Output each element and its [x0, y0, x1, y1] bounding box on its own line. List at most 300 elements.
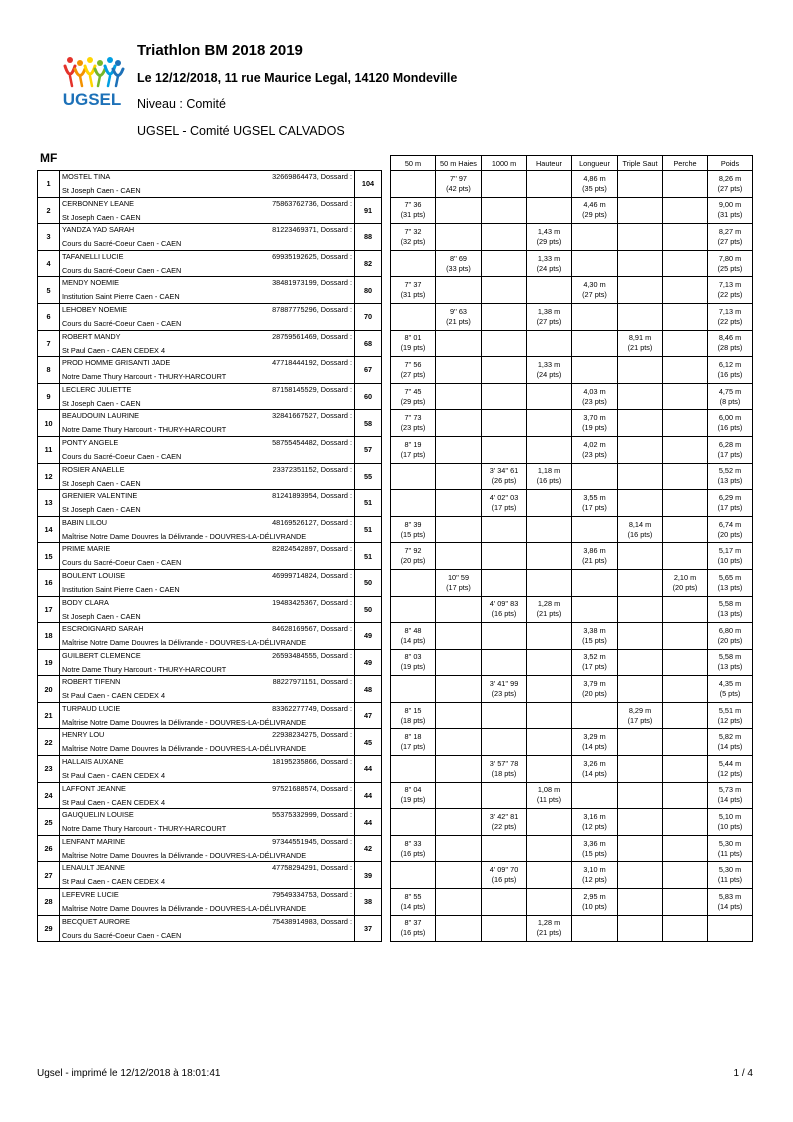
- result-value: 7'' 97: [450, 173, 467, 183]
- result-value: 1,33 m: [537, 253, 561, 263]
- result-value: 4,30 m: [583, 280, 606, 290]
- total-points: 57: [355, 436, 382, 463]
- athlete-dossard: 97521688574, Dossard :: [272, 783, 352, 793]
- event-result-empty: [663, 277, 708, 304]
- result-value: 1,18 m: [537, 466, 561, 476]
- competition-level: Niveau : Comité: [137, 97, 226, 111]
- athlete-dossard: 55375332999, Dossard :: [272, 810, 352, 820]
- total-points: 67: [355, 357, 382, 384]
- table-row: [38, 383, 753, 410]
- event-result-cell: [708, 809, 753, 836]
- event-result-cell: [708, 676, 753, 703]
- event-result-cell: [572, 171, 618, 198]
- event-result-empty: [527, 835, 572, 862]
- result-value: 3,26 m: [583, 758, 606, 768]
- event-result-empty: [436, 702, 482, 729]
- result-points: (22 pts): [717, 290, 743, 300]
- athlete-name: LAFFONT JEANNE: [62, 783, 126, 793]
- event-result-empty: [618, 569, 663, 596]
- event-result-empty: [436, 649, 482, 676]
- logo-figure-body: [113, 69, 123, 76]
- event-result-cell: [391, 623, 436, 650]
- result-points: (17 pts): [400, 449, 426, 459]
- athlete-cell: [60, 516, 355, 543]
- result-points: (15 pts): [400, 529, 426, 539]
- committee-name: UGSEL - Comité UGSEL CALVADOS: [137, 124, 345, 138]
- table-row: [38, 835, 753, 862]
- event-result-cell: [708, 436, 753, 463]
- table-header-row: [38, 156, 753, 171]
- athlete-cell: [60, 569, 355, 596]
- total-points: 42: [355, 835, 382, 862]
- rank-cell: 2: [38, 197, 60, 224]
- result-points: (28 pts): [717, 343, 743, 353]
- event-result-empty: [618, 197, 663, 224]
- athlete-name: GUILBERT CLEMENCE: [62, 650, 141, 660]
- result-value: 8'' 18: [404, 732, 422, 742]
- event-result-empty: [663, 915, 708, 942]
- event-result-empty: [482, 330, 527, 357]
- event-result-empty: [663, 224, 708, 251]
- event-result-cell: [708, 171, 753, 198]
- athlete-cell: [60, 250, 355, 277]
- athlete-cell: [60, 490, 355, 517]
- logo-figure-body: [65, 66, 75, 74]
- result-points: (23 pts): [582, 449, 607, 459]
- column-gap: [382, 782, 391, 809]
- results-table: [37, 155, 753, 942]
- total-points: 39: [355, 862, 382, 889]
- logo-figure-body: [85, 66, 95, 74]
- table-row: [38, 543, 753, 570]
- event-result-cell: [572, 277, 618, 304]
- event-result-cell: [572, 410, 618, 437]
- event-result-empty: [618, 649, 663, 676]
- athlete-school: St Joseph Caen - CAEN: [62, 478, 141, 488]
- table-row: [38, 862, 753, 889]
- athlete-name: YANDZA YAD SARAH: [62, 225, 135, 235]
- event-result-empty: [618, 463, 663, 490]
- rank-cell: 23: [38, 756, 60, 783]
- table-row: [38, 569, 753, 596]
- event-result-empty: [527, 330, 572, 357]
- event-result-cell: [527, 303, 572, 330]
- result-value: 8'' 48: [404, 625, 422, 635]
- total-points: 50: [355, 569, 382, 596]
- athlete-name: CERBONNEY LEANE: [62, 198, 135, 208]
- rank-cell: 6: [38, 303, 60, 330]
- athlete-cell: [60, 543, 355, 570]
- event-result-empty: [618, 782, 663, 809]
- event-result-empty: [618, 889, 663, 916]
- total-points: 88: [355, 224, 382, 251]
- event-result-empty: [618, 277, 663, 304]
- event-result-cell: [708, 569, 753, 596]
- table-row: [38, 702, 753, 729]
- athlete-name: LEHOBEY NOEMIE: [62, 304, 128, 314]
- event-result-empty: [482, 543, 527, 570]
- result-points: (15 pts): [582, 848, 607, 858]
- athlete-dossard: 58755454482, Dossard :: [272, 437, 352, 447]
- athlete-dossard: 38481973199, Dossard :: [272, 278, 352, 288]
- result-points: (42 pts): [446, 183, 471, 193]
- total-points: 37: [355, 915, 382, 942]
- event-result-empty: [663, 862, 708, 889]
- result-value: 1,28 m: [537, 918, 561, 928]
- athlete-cell: [60, 729, 355, 756]
- event-result-empty: [482, 436, 527, 463]
- event-result-empty: [663, 835, 708, 862]
- total-points: 50: [355, 596, 382, 623]
- athlete-cell: [60, 676, 355, 703]
- print-footer: Ugsel - imprimé le 12/12/2018 à 18:01:41: [37, 1068, 221, 1079]
- result-value: 5,52 m: [718, 466, 742, 476]
- result-points: (29 pts): [536, 236, 562, 246]
- result-value: 4,75 m: [718, 386, 742, 396]
- event-result-empty: [527, 543, 572, 570]
- athlete-name: BECQUET AURORE: [62, 916, 130, 926]
- column-gap: [382, 862, 391, 889]
- event-result-empty: [572, 224, 618, 251]
- result-value: 8'' 19: [404, 439, 422, 449]
- event-result-cell: [482, 676, 527, 703]
- result-value: 7'' 92: [404, 546, 422, 556]
- result-points: (12 pts): [582, 822, 607, 832]
- event-result-empty: [436, 782, 482, 809]
- result-points: (20 pts): [672, 582, 698, 592]
- column-gap: [382, 516, 391, 543]
- result-points: (13 pts): [717, 582, 743, 592]
- result-value: 4' 02'' 03: [489, 492, 519, 502]
- table-row: [38, 277, 753, 304]
- rank-cell: 15: [38, 543, 60, 570]
- result-points: (31 pts): [400, 210, 426, 220]
- event-result-empty: [527, 649, 572, 676]
- total-points: 44: [355, 782, 382, 809]
- logo-figure-body: [95, 69, 105, 76]
- result-points: (10 pts): [582, 901, 607, 911]
- event-result-empty: [618, 303, 663, 330]
- event-result-cell: [527, 357, 572, 384]
- total-points: 91: [355, 197, 382, 224]
- event-result-empty: [663, 250, 708, 277]
- result-value: 3,52 m: [583, 652, 606, 662]
- result-points: (17 pts): [446, 582, 471, 592]
- result-points: (20 pts): [717, 635, 743, 645]
- athlete-dossard: 83362277749, Dossard :: [272, 703, 352, 713]
- athlete-name: LEFEVRE LUCIE: [62, 890, 119, 900]
- athlete-dossard: 18195235866, Dossard :: [272, 757, 352, 767]
- result-points: (29 pts): [400, 396, 426, 406]
- result-value: 4,46 m: [583, 200, 606, 210]
- rank-cell: 26: [38, 835, 60, 862]
- event-result-cell: [572, 543, 618, 570]
- event-result-empty: [572, 702, 618, 729]
- event-result-cell: [572, 676, 618, 703]
- result-points: (13 pts): [717, 476, 743, 486]
- result-points: (14 pts): [717, 795, 743, 805]
- event-result-cell: [708, 224, 753, 251]
- result-points: (16 pts): [536, 476, 562, 486]
- event-result-empty: [527, 862, 572, 889]
- total-points: 48: [355, 676, 382, 703]
- event-result-cell: [391, 330, 436, 357]
- result-points: (5 pts): [719, 689, 741, 699]
- total-points: 104: [355, 171, 382, 198]
- event-result-cell: [618, 330, 663, 357]
- event-result-empty: [618, 809, 663, 836]
- result-value: 7'' 37: [404, 280, 422, 290]
- athlete-name: TAFANELLI LUCIE: [62, 251, 124, 261]
- event-result-empty: [527, 277, 572, 304]
- result-value: 3' 57'' 78: [489, 758, 519, 768]
- header-spacer: [60, 156, 355, 171]
- athlete-cell: [60, 649, 355, 676]
- table-row: [38, 516, 753, 543]
- event-result-empty: [482, 623, 527, 650]
- header-perche: Perche: [663, 156, 708, 171]
- event-result-cell: [391, 436, 436, 463]
- event-result-empty: [572, 463, 618, 490]
- result-value: 6,74 m: [718, 519, 742, 529]
- athlete-dossard: 82824542897, Dossard :: [272, 544, 352, 554]
- event-result-empty: [618, 543, 663, 570]
- athlete-school: St Paul Caen - CAEN CEDEX 4: [62, 797, 166, 807]
- rank-cell: 11: [38, 436, 60, 463]
- event-result-empty: [436, 383, 482, 410]
- result-value: 3,79 m: [583, 679, 606, 689]
- column-gap: [382, 250, 391, 277]
- event-result-cell: [572, 756, 618, 783]
- result-value: 10'' 59: [447, 572, 470, 582]
- table-row: [38, 303, 753, 330]
- event-result-empty: [482, 702, 527, 729]
- event-result-empty: [527, 490, 572, 517]
- event-result-empty: [527, 623, 572, 650]
- result-value: 8,29 m: [628, 705, 652, 715]
- rank-cell: 19: [38, 649, 60, 676]
- result-points: (26 pts): [491, 476, 517, 486]
- event-result-empty: [663, 436, 708, 463]
- result-value: 9,00 m: [718, 200, 742, 210]
- event-result-empty: [482, 303, 527, 330]
- column-gap: [382, 490, 391, 517]
- result-value: 8'' 04: [404, 785, 422, 795]
- event-result-empty: [482, 569, 527, 596]
- athlete-name: TURPAUD LUCIE: [62, 703, 121, 713]
- result-value: 8'' 03: [404, 652, 422, 662]
- rank-cell: 27: [38, 862, 60, 889]
- athlete-school: Institution Saint Pierre Caen - CAEN: [62, 584, 180, 594]
- result-value: 5,58 m: [718, 652, 742, 662]
- athlete-dossard: 32669864473, Dossard :: [272, 172, 352, 181]
- result-value: 5,73 m: [718, 785, 742, 795]
- event-result-cell: [572, 889, 618, 916]
- athlete-school: St Joseph Caen - CAEN: [62, 186, 141, 195]
- athlete-cell: [60, 197, 355, 224]
- results-body: [38, 171, 753, 942]
- table-row: [38, 410, 753, 437]
- event-result-cell: [708, 250, 753, 277]
- event-result-empty: [663, 490, 708, 517]
- event-result-empty: [527, 516, 572, 543]
- result-points: (31 pts): [400, 290, 426, 300]
- event-result-empty: [391, 596, 436, 623]
- event-result-cell: [527, 250, 572, 277]
- event-result-empty: [618, 862, 663, 889]
- event-location: Le 12/12/2018, 11 rue Maurice Legal, 14120 Mondeville: [137, 71, 458, 85]
- result-value: 1,28 m: [537, 599, 561, 609]
- result-value: 3,16 m: [583, 812, 606, 822]
- athlete-name: BEAUDOUIN LAURINE: [62, 411, 140, 421]
- rank-cell: 3: [38, 224, 60, 251]
- ugsel-logo: [58, 52, 126, 110]
- rank-cell: 29: [38, 915, 60, 942]
- athlete-cell: [60, 756, 355, 783]
- event-result-empty: [527, 436, 572, 463]
- event-result-empty: [618, 436, 663, 463]
- event-result-cell: [391, 197, 436, 224]
- athlete-name: ROBERT TIFENN: [62, 677, 121, 687]
- page-title: Triathlon BM 2018 2019: [137, 42, 303, 59]
- event-result-cell: [708, 197, 753, 224]
- event-result-cell: [482, 490, 527, 517]
- athlete-school: Maîtrise Notre Dame Douvres la Délivrande - DOUVRES-LA-DÉLIVRANDE: [62, 638, 307, 648]
- event-result-empty: [482, 915, 527, 942]
- athlete-school: Maîtrise Notre Dame Douvres la Délivrande - DOUVRES-LA-DÉLIVRANDE: [62, 850, 307, 860]
- rank-cell: 18: [38, 623, 60, 650]
- athlete-school: St Joseph Caen - CAEN: [62, 212, 141, 222]
- result-value: 8,46 m: [718, 333, 742, 343]
- result-points: (22 pts): [491, 822, 517, 832]
- event-result-empty: [527, 756, 572, 783]
- event-result-empty: [482, 649, 527, 676]
- result-value: 8,26 m: [718, 173, 742, 183]
- result-points: (16 pts): [491, 875, 517, 885]
- athlete-name: MOSTEL TINA: [62, 172, 111, 181]
- result-points: (20 pts): [582, 689, 607, 699]
- event-result-empty: [436, 224, 482, 251]
- event-result-empty: [391, 303, 436, 330]
- event-result-empty: [663, 171, 708, 198]
- event-result-empty: [391, 171, 436, 198]
- result-points: (11 pts): [536, 795, 562, 805]
- result-points: (17 pts): [582, 662, 607, 672]
- event-result-cell: [391, 357, 436, 384]
- table-row: [38, 649, 753, 676]
- athlete-dossard: 69935192625, Dossard :: [272, 251, 352, 261]
- athlete-school: Notre Dame Thury Harcourt - THURY-HARCOURT: [62, 824, 227, 834]
- event-result-empty: [527, 809, 572, 836]
- event-result-empty: [436, 729, 482, 756]
- athlete-name: PRIME MARIE: [62, 544, 111, 554]
- table-row: [38, 623, 753, 650]
- athlete-cell: [60, 809, 355, 836]
- athlete-school: St Paul Caen - CAEN CEDEX 4: [62, 771, 166, 781]
- event-result-empty: [663, 303, 708, 330]
- logo-figure-leg: [98, 76, 100, 86]
- athlete-cell: [60, 436, 355, 463]
- total-points: 44: [355, 809, 382, 836]
- event-result-cell: [618, 702, 663, 729]
- result-value: 5,51 m: [718, 705, 742, 715]
- result-points: (14 pts): [717, 901, 743, 911]
- event-result-empty: [572, 250, 618, 277]
- event-result-cell: [708, 383, 753, 410]
- event-result-empty: [436, 543, 482, 570]
- event-result-empty: [572, 569, 618, 596]
- event-result-empty: [663, 782, 708, 809]
- result-points: (23 pts): [400, 423, 426, 433]
- athlete-cell: [60, 303, 355, 330]
- table-row: [38, 676, 753, 703]
- header-50m-haies: 50 m Haies: [436, 156, 482, 171]
- event-result-empty: [572, 303, 618, 330]
- result-value: 4,35 m: [718, 679, 742, 689]
- table-row: [38, 250, 753, 277]
- column-gap: [382, 676, 391, 703]
- event-result-cell: [708, 277, 753, 304]
- event-result-cell: [527, 782, 572, 809]
- event-result-empty: [482, 835, 527, 862]
- event-result-cell: [482, 463, 527, 490]
- rank-cell: 5: [38, 277, 60, 304]
- athlete-school: St Paul Caen - CAEN CEDEX 4: [62, 877, 166, 887]
- logo-figure-head: [87, 57, 93, 63]
- athlete-cell: [60, 277, 355, 304]
- event-result-cell: [708, 303, 753, 330]
- event-result-empty: [663, 809, 708, 836]
- result-points: (17 pts): [491, 502, 517, 512]
- event-result-empty: [436, 197, 482, 224]
- athlete-school: Cours du Sacré-Coeur Caen - CAEN: [62, 239, 182, 249]
- result-points: (24 pts): [536, 263, 562, 273]
- event-result-empty: [482, 410, 527, 437]
- event-result-empty: [663, 516, 708, 543]
- event-result-empty: [618, 357, 663, 384]
- event-result-cell: [436, 171, 482, 198]
- event-result-empty: [482, 224, 527, 251]
- event-result-empty: [572, 782, 618, 809]
- result-points: (19 pts): [582, 423, 607, 433]
- logo-figure-head: [77, 60, 83, 66]
- event-result-empty: [663, 702, 708, 729]
- result-value: 2,10 m: [673, 572, 697, 582]
- result-points: (10 pts): [717, 822, 743, 832]
- result-value: 6,12 m: [718, 359, 742, 369]
- event-result-empty: [482, 171, 527, 198]
- result-value: 3,10 m: [583, 865, 606, 875]
- athlete-school: St Joseph Caen - CAEN: [62, 398, 141, 408]
- event-result-empty: [708, 915, 753, 942]
- result-value: 3,38 m: [583, 625, 606, 635]
- result-points: (13 pts): [717, 662, 743, 672]
- result-value: 8'' 15: [404, 705, 422, 715]
- event-result-cell: [708, 702, 753, 729]
- athlete-dossard: 28759561469, Dossard :: [272, 331, 352, 341]
- athlete-dossard: 87158145529, Dossard :: [272, 384, 352, 394]
- athlete-dossard: 81241893954, Dossard :: [272, 491, 352, 501]
- athlete-school: Cours du Sacré-Coeur Caen - CAEN: [62, 451, 182, 461]
- table-row: [38, 357, 753, 384]
- logo-figure-leg: [80, 76, 82, 86]
- athlete-name: GRENIER VALENTINE: [62, 491, 138, 501]
- header-hauteur: Hauteur: [527, 156, 572, 171]
- event-result-cell: [436, 303, 482, 330]
- athlete-dossard: 87887775296, Dossard :: [272, 304, 352, 314]
- event-result-empty: [436, 915, 482, 942]
- event-result-empty: [663, 410, 708, 437]
